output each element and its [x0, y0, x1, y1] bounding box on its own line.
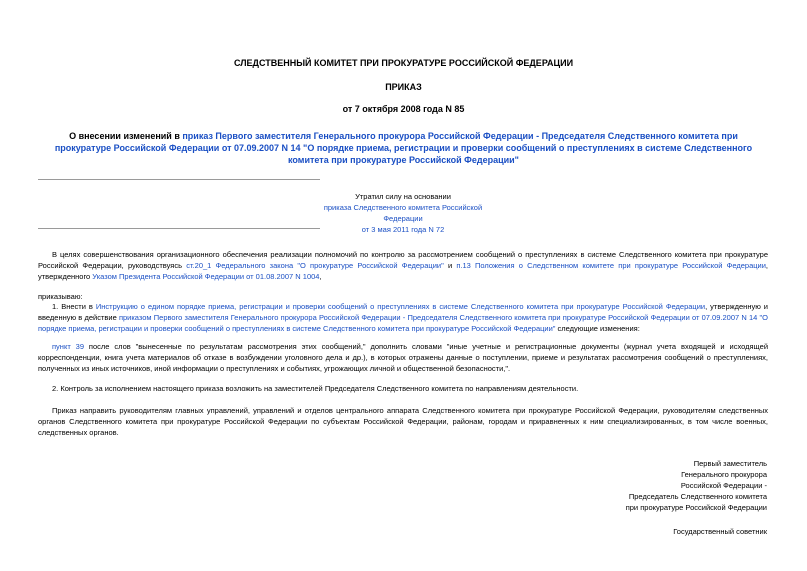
status-line: Утратил силу на основании — [355, 192, 451, 201]
divider-bottom — [38, 228, 320, 229]
signature-line: при прокуратуре Российской Федерации — [625, 503, 767, 512]
signature-line: Российской Федерации - — [680, 481, 767, 490]
title-link[interactable]: приказ Первого заместителя Генерального прокурора Российской Федерации - Председателя Следственного комитета при прокуратуре Российской Федерации от 07.09.2007 N 14 "О порядке приема, регистрации и проверки сообщений о преступлениях в системе Следственного комитета при прокуратуре Российской Федерации" — [54, 131, 753, 165]
status-link-order[interactable]: приказа Следственного комитета Российской Федерации — [323, 203, 483, 223]
preamble-text-2: и — [443, 261, 457, 270]
preamble-text-3: , утвержденного — [38, 261, 769, 281]
order-word: приказываю: — [38, 292, 83, 301]
preamble-text: В целях совершенствования организационного обеспечения реализации полномочий по контролю за рассмотрением сообщений о преступлениях в системе Следственного комитета при прокуратуре Российской Федерации, руководствуясь — [38, 250, 768, 270]
signature-block — [547, 458, 767, 513]
decree-link[interactable]: Указом Президента Российской Федерации от 01.08.2007 N 1004 — [92, 272, 320, 281]
status-link-date[interactable]: от 3 мая 2011 года N 72 — [361, 225, 445, 234]
paragraph-item-2: 2. Контроль за исполнением настоящего приказа возложить на заместителей Председателя Следственного комитета по направлениям деятельности. — [52, 384, 579, 393]
preamble-text-4: , — [319, 272, 322, 281]
divider-top — [38, 179, 320, 180]
item1-text: 1. Внести в — [52, 302, 96, 311]
document-type: ПРИКАЗ — [385, 82, 422, 92]
instruction-link[interactable]: Инструкцию о едином порядке приема, регистрации и проверки сообщений о преступлениях в системе Следственного комитета при прокуратуре Российской Федерации — [95, 302, 706, 311]
clause-39-text: после слов "вынесенные по результатам рассмотрения этих сообщений," дополнить словами "иные учетные и регистрационные документы (журнал учета входящей и исходящей корреспонденции, книга учета материалов об отказе в возбуждении уголовного дела и др.), в которых отражены данные о поступлении, приеме и результатах рассмотрения сообщений о преступлениях, полученных из иных источников, иной информации о преступлениях и событиях, угрожающих личной и общественной безопасности,". — [38, 342, 769, 373]
paragraph-preamble — [38, 249, 768, 282]
item1-text-2: , утвержденную и введенную в действие — [38, 302, 769, 322]
paragraph-clause-39 — [38, 341, 768, 374]
title-prefix: О внесении изменений в — [69, 131, 183, 141]
regulation-link[interactable]: п.13 Положения о Следственном комитете при прокуратуре Российской Федерации — [456, 261, 766, 270]
item1-text-3: следующие изменения: — [555, 324, 640, 333]
signature-line: Генерального прокурора — [681, 470, 767, 479]
law-link[interactable]: ст.20_1 Федерального закона "О прокуратуре Российской Федерации" — [186, 261, 444, 270]
order-link[interactable]: приказом Первого заместителя Генерального прокурора Российской Федерации - Председателя Следственного комитета при прокуратуре Российской Федерации от 07.09.2007 N 14 "О порядке приема, регистрации и проверки сообщений о преступлениях в системе Следственного комитета при прокуратуре Российской Федерации" — [38, 313, 768, 333]
document-title — [40, 130, 767, 166]
organization-heading: СЛЕДСТВЕННЫЙ КОМИТЕТ ПРИ ПРОКУРАТУРЕ РОССИЙСКОЙ ФЕДЕРАЦИИ — [233, 58, 574, 68]
document-date: от 7 октября 2008 года N 85 — [342, 104, 465, 114]
signature-line: Первый заместитель — [693, 459, 767, 468]
clause-39-link[interactable]: пункт 39 — [52, 342, 85, 351]
status-block — [320, 191, 486, 235]
paragraph-item-1 — [38, 301, 768, 334]
signature-line: Председатель Следственного комитета — [628, 492, 767, 501]
paragraph-distribution: Приказ направить руководителям главных управлений, управлений и отделов центрального аппарата Следственного комитета при прокуратуре Российской Федерации, руководителям следственных органов Следственного комитета при прокуратуре Российской Федерации по субъектам Российской Федерации, районам, городам и приравненных к ним специализированных, в том числе военных, следственных органов. — [38, 406, 768, 437]
signature-rank: Государственный советник — [673, 527, 767, 536]
